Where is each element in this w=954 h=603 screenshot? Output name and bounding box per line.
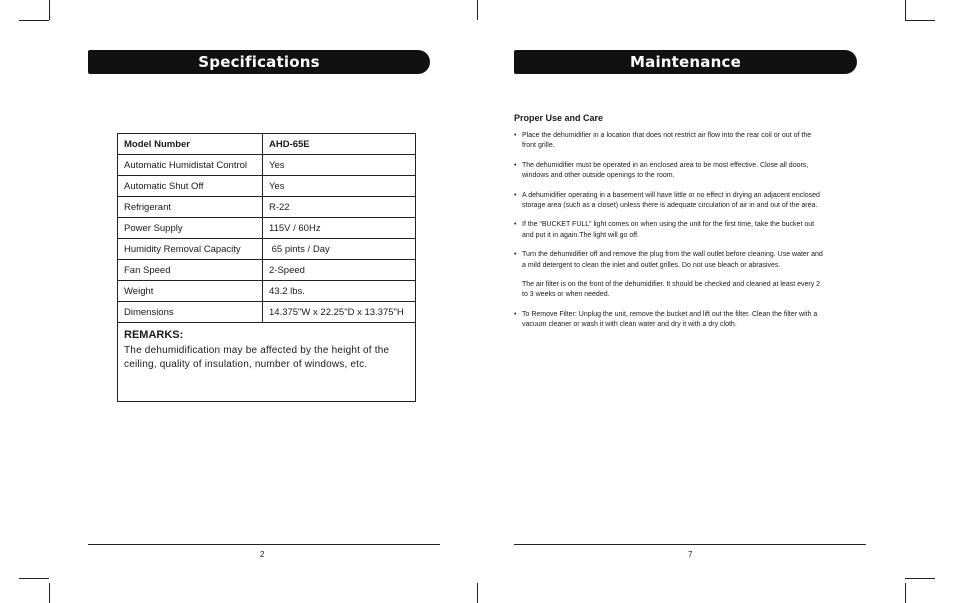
- remarks-row: [118, 323, 416, 402]
- list-item-text: • To Remove Filter: Unplug the unit, remove the bucket and lift out the filter. Clean the filter with a vacuum cleaner or wash it with clean water and dry it with a dry cloth.: [522, 310, 818, 329]
- table-row: [118, 176, 416, 197]
- list-item: [514, 250, 824, 301]
- crop-mark: [49, 583, 50, 603]
- section-subheading: Proper Use and Care: [514, 113, 604, 123]
- remarks-title: REMARKS:: [124, 329, 184, 341]
- crop-mark: [477, 583, 478, 603]
- footer-rule: [514, 544, 866, 545]
- table-cell-label: Weight: [118, 281, 263, 302]
- table-row: [118, 260, 416, 281]
- table-cell-label: Dimensions: [118, 302, 263, 323]
- list-item: [514, 191, 824, 212]
- table-cell-value: 115V / 60Hz: [263, 218, 416, 239]
- table-cell-value: 2-Speed: [263, 260, 416, 281]
- table-row: [118, 281, 416, 302]
- table-cell-value: Yes: [263, 176, 416, 197]
- table-row: [118, 302, 416, 323]
- table-cell-value: R-22: [263, 197, 416, 218]
- table-row: [118, 239, 416, 260]
- crop-mark: [905, 20, 935, 21]
- crop-mark: [19, 20, 49, 21]
- list-item: [514, 310, 824, 331]
- list-item-text: The air filter is on the front of the dehumidifier. It should be checked and cleaned at least every 2 to 3 weeks or when needed.: [522, 281, 821, 299]
- crop-mark: [905, 0, 906, 20]
- list-item-text: • Place the dehumidifier in a location that does not restrict air flow into the rear coil or out of the front grille.: [522, 132, 812, 150]
- table-row: [118, 197, 416, 218]
- list-item-text: • The dehumidifier must be operated in an enclosed area to be most effective. Close all doors, windows and other outside openings to the room.: [522, 161, 809, 180]
- table-cell-value: 14.375"W x 22.25"D x 13.375"H: [263, 302, 416, 323]
- table-cell-value: 43.2 lbs.: [263, 281, 416, 302]
- table-row: [118, 155, 416, 176]
- table-cell-value: AHD-65E: [263, 134, 416, 155]
- page-number: 7: [688, 550, 693, 559]
- table-row: [118, 218, 416, 239]
- list-item-text: • Turn the dehumidifier off and remove the plug from the wall outlet before cleaning. Use water and a mild detergent to clean the inlet and outlet grilles. Do not use bleach or abrasives.: [522, 251, 823, 269]
- specifications-title: Specifications: [88, 50, 430, 74]
- footer-rule: [88, 544, 440, 545]
- crop-mark: [477, 0, 478, 20]
- specifications-table: [117, 133, 416, 402]
- crop-mark: [19, 578, 49, 579]
- table-cell-label: Automatic Humidistat Control: [118, 155, 263, 176]
- table-cell-label: Automatic Shut Off: [118, 176, 263, 197]
- list-item-text: • A dehumidifier operating in a basement will have little or no effect in drying an adjacent enclosed storage area (such as a closet) unless there is adequate circulation of air in and out of the area.: [522, 191, 820, 210]
- crop-mark: [49, 0, 50, 20]
- remarks-cell: [118, 323, 416, 402]
- table-cell-value: 65 pints / Day: [263, 239, 416, 260]
- list-item: [514, 161, 824, 182]
- list-item: [514, 220, 824, 241]
- remarks-text: The dehumidification may be affected by the height of the ceiling, quality of insulation, number of windows, etc.: [124, 345, 390, 370]
- table-cell-label: Refrigerant: [118, 197, 263, 218]
- page-number: 2: [260, 550, 265, 559]
- table-cell-value: Yes: [263, 155, 416, 176]
- list-item: [514, 131, 824, 152]
- table-cell-label: Power Supply: [118, 218, 263, 239]
- crop-mark: [905, 583, 906, 603]
- care-bullet-list: [514, 131, 824, 340]
- maintenance-title: Maintenance: [514, 50, 857, 74]
- table-cell-label: Humidity Removal Capacity: [118, 239, 263, 260]
- table-cell-label: Fan Speed: [118, 260, 263, 281]
- table-cell-label: Model Number: [118, 134, 263, 155]
- list-item-text: • If the “BUCKET FULL” light comes on when using the unit for the first time, take the bucket out and put it in again.The light will go off.: [522, 221, 815, 239]
- table-header-row: [118, 134, 416, 155]
- crop-mark: [905, 578, 935, 579]
